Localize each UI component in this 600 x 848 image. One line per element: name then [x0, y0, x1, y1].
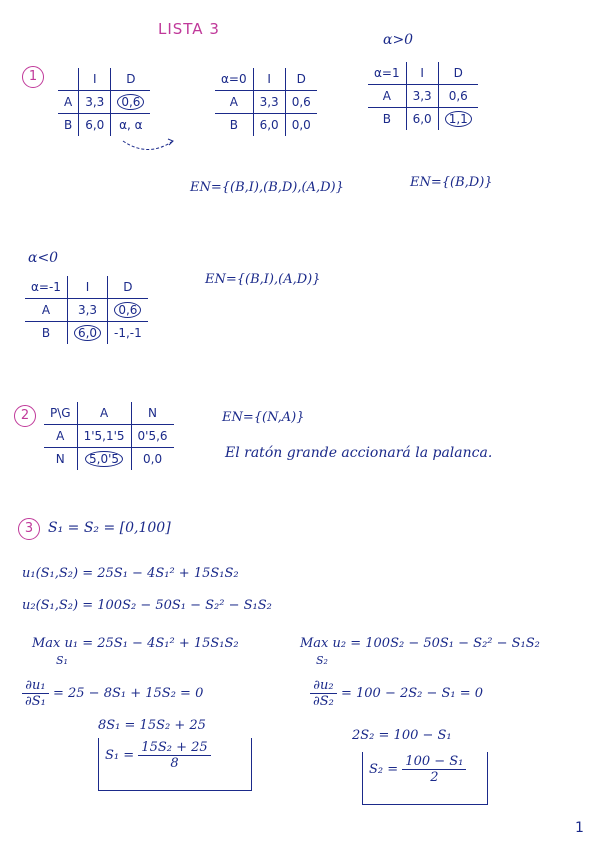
- payoff-table-base: I D A 3,3 0,6 B 6,0 α, α: [58, 68, 150, 136]
- exercise-2-number: 2: [14, 405, 36, 427]
- payoff-table-alpha-1: α=1 I D A 3,3 0,6 B 6,0 1,1: [368, 62, 478, 130]
- max-utility-2-var: S₂: [316, 654, 328, 667]
- nash-equilibria-alpha-0: EN={(B,I),(B,D),(A,D)}: [190, 180, 344, 195]
- mice-conclusion-text: El ratón grande accionará la palanca.: [225, 445, 493, 461]
- step-best-response-1: 8S₁ = 15S₂ + 25: [98, 718, 206, 733]
- best-response-1-box: S₁ = $\frac{\text{15S₂ + 25}}{8}$: [98, 738, 252, 791]
- utility-2: u₂(S₁,S₂) = 100S₂ − 50S₁ − S₂² − S₁S₂: [22, 598, 272, 613]
- alpha-positive-label: α>0: [383, 32, 414, 48]
- payoff-table-mice: P\G A N A 1'5,1'5 0'5,6 N 5,0'5 0,0: [44, 402, 174, 470]
- page-number: 1: [575, 820, 584, 836]
- max-utility-1: Max u₁ = 25S₁ − 4S₁² + 15S₁S₂: [32, 636, 239, 651]
- step-best-response-2: 2S₂ = 100 − S₁: [352, 728, 452, 743]
- exercise-1-number: 1: [22, 66, 44, 88]
- best-response-2-box: S₂ = $\frac{\text{100 − S₁}}{2}$: [362, 752, 488, 805]
- max-utility-1-var: S₁: [56, 654, 68, 667]
- max-utility-2: Max u₂ = 100S₂ − 50S₁ − S₂² − S₁S₂: [300, 636, 540, 651]
- alpha-negative-label: α<0: [28, 250, 59, 266]
- strategy-sets: S₁ = S₂ = [0,100]: [48, 520, 171, 536]
- first-order-condition-1: $\frac{\text{∂u₁}}{\text{∂S₁}}$ = 25 − 8S₁ + 15S₂ = 0: [22, 678, 203, 709]
- arrow-sketch-icon: [118, 136, 178, 156]
- page-title: LISTA 3: [158, 20, 220, 38]
- payoff-table-alpha-0: α=0 I D A 3,3 0,6 B 6,0 0,0: [215, 68, 317, 136]
- nash-equilibria-alpha-1: EN={(B,D)}: [410, 175, 493, 190]
- nash-equilibria-mice: EN={(N,A)}: [222, 410, 305, 425]
- nash-equilibria-alpha-minus-1: EN={(B,I),(A,D)}: [205, 272, 321, 287]
- exercise-3-number: 3: [18, 518, 40, 540]
- payoff-table-alpha-minus-1: α=-1 I D A 3,3 0,6 B 6,0 -1,-1: [25, 276, 148, 344]
- first-order-condition-2: $\frac{\text{∂u₂}}{\text{∂S₂}}$ = 100 − 2S₂ − S₁ = 0: [310, 678, 483, 709]
- utility-1: u₁(S₁,S₂) = 25S₁ − 4S₁² + 15S₁S₂: [22, 566, 239, 581]
